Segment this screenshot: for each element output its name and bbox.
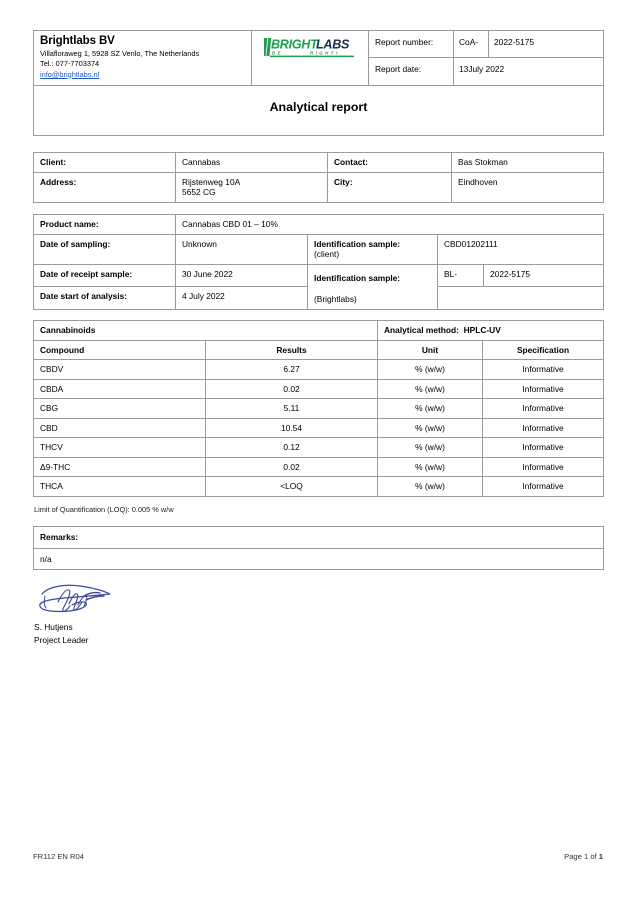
cell-result: <LOQ (206, 477, 378, 497)
cell-unit: % (w/w) (378, 360, 483, 380)
report-date-value: 13July 2022 (454, 58, 604, 85)
column-header-unit: Unit (378, 340, 483, 360)
company-email-link[interactable]: info@brightlabs.nl (40, 69, 100, 79)
page-title: Analytical report (34, 85, 604, 136)
identification-brightlabs-label-cell (308, 264, 438, 309)
cell-unit: % (w/w) (378, 477, 483, 497)
remarks-label-row (34, 527, 604, 549)
date-start-value: 4 July 2022 (176, 287, 308, 310)
table-row (34, 477, 604, 497)
analytical-method-value: HPLC-UV (463, 325, 501, 335)
column-header-compound: Compound (34, 340, 206, 360)
date-sampling-label: Date of sampling: (34, 234, 176, 264)
date-receipt-label: Date of receipt sample: (34, 264, 176, 287)
contact-label: Contact: (328, 153, 452, 173)
cell-result: 6.27 (206, 360, 378, 380)
table-row (34, 379, 604, 399)
column-header-specification: Specification (483, 340, 604, 360)
report-number-prefix: CoA- (454, 31, 489, 58)
client-info-table (33, 152, 604, 203)
header-title-row (34, 85, 604, 136)
cannabinoids-header-row (34, 340, 604, 360)
table-row (34, 418, 604, 438)
signatory-role: Project Leader (34, 635, 89, 646)
cell-specification: Informative (483, 457, 604, 477)
cell-specification: Informative (483, 418, 604, 438)
remarks-value: n/a (34, 548, 604, 570)
company-info-cell (34, 31, 252, 86)
date-sampling-value: Unknown (176, 234, 308, 264)
cell-result: 0.02 (206, 379, 378, 399)
signatory-name: S. Hutjens (34, 622, 73, 632)
analytical-method-label: Analytical method: (384, 325, 459, 335)
date-receipt-row (34, 264, 604, 287)
brightlabs-logo (264, 35, 356, 59)
date-start-label: Date start of analysis: (34, 287, 176, 310)
svg-text:LABS: LABS (316, 37, 350, 52)
brightlabs-logo-cell (252, 31, 369, 86)
address-value (176, 172, 328, 202)
city-value: Eindhoven (452, 172, 604, 202)
address-line-2: 5652 CG (182, 187, 216, 197)
report-header-table (33, 30, 604, 136)
identification-client-sub: (client) (314, 249, 340, 259)
svg-text:BRIGHT: BRIGHT (271, 37, 318, 52)
identification-brightlabs-prefix: BL- (438, 264, 484, 287)
identification-brightlabs-sub: (Brightlabs) (314, 294, 357, 304)
cell-specification: Informative (483, 360, 604, 380)
header-row-1 (34, 31, 604, 58)
company-name: Brightlabs BV (40, 35, 115, 47)
cell-unit: % (w/w) (378, 438, 483, 458)
analytical-method-cell (378, 321, 604, 341)
date-sampling-row (34, 234, 604, 264)
cell-result: 5.11 (206, 399, 378, 419)
cell-specification: Informative (483, 477, 604, 497)
cell-compound: Δ9-THC (34, 457, 206, 477)
identification-client-label: Identification sample: (314, 238, 401, 249)
address-row (34, 172, 604, 202)
signature-block (34, 582, 234, 646)
client-row (34, 153, 604, 173)
cell-specification: Informative (483, 379, 604, 399)
table-row (34, 399, 604, 419)
cannabinoids-section-row (34, 321, 604, 341)
cell-unit: % (w/w) (378, 379, 483, 399)
footer-page-total: 1 (598, 852, 603, 861)
address-line-1: Rijstenweg 10A (182, 176, 241, 187)
table-row (34, 457, 604, 477)
product-name-label: Product name: (34, 215, 176, 235)
product-info-table (33, 214, 604, 310)
signature-image (36, 582, 156, 620)
cell-specification: Informative (483, 438, 604, 458)
product-name-value: Cannabas CBD 01 – 10% (176, 215, 604, 235)
footer-page-indicator (564, 852, 603, 861)
cell-compound: THCV (34, 438, 206, 458)
remarks-table (33, 526, 604, 570)
cell-compound: CBDV (34, 360, 206, 380)
table-row (34, 360, 604, 380)
svg-text:R I G H T !: R I G H T ! (310, 50, 338, 56)
cell-compound: CBDA (34, 379, 206, 399)
cell-result: 10.54 (206, 418, 378, 438)
cell-compound: CBD (34, 418, 206, 438)
identification-client-value: CBD01202111 (438, 234, 604, 264)
address-label: Address: (34, 172, 176, 202)
cell-compound: THCA (34, 477, 206, 497)
client-value: Cannabas (176, 153, 328, 173)
company-phone: Tel.: 077-7703374 (40, 59, 100, 69)
cell-unit: % (w/w) (378, 457, 483, 477)
identification-brightlabs-empty (438, 287, 604, 310)
report-number-value: 2022-5175 (489, 31, 604, 58)
company-address: Villafloraweg 1, 5928 SZ Venlo, The Netherlands (40, 49, 200, 59)
footer-document-code: FR112 EN R04 (33, 852, 84, 861)
cell-result: 0.12 (206, 438, 378, 458)
identification-brightlabs-value: 2022-5175 (484, 264, 604, 287)
contact-value: Bas Stokman (452, 153, 604, 173)
cell-compound: CBG (34, 399, 206, 419)
column-header-results: Results (206, 340, 378, 360)
cell-unit: % (w/w) (378, 418, 483, 438)
report-number-label: Report number: (369, 31, 454, 58)
cannabinoids-results-table (33, 320, 604, 497)
cell-result: 0.02 (206, 457, 378, 477)
svg-text:B E: B E (272, 50, 282, 56)
loq-note: Limit of Quantification (LOQ): 0.005 % w/w (34, 505, 174, 514)
remarks-label: Remarks: (34, 527, 604, 549)
cell-unit: % (w/w) (378, 399, 483, 419)
product-name-row (34, 215, 604, 235)
identification-client-label-cell (308, 234, 438, 264)
report-date-label: Report date: (369, 58, 454, 85)
city-label: City: (328, 172, 452, 202)
identification-brightlabs-label: Identification sample: (314, 272, 401, 283)
footer-page-prefix: Page 1 of (564, 852, 599, 861)
cell-specification: Informative (483, 399, 604, 419)
client-label: Client: (34, 153, 176, 173)
remarks-value-row (34, 548, 604, 570)
cannabinoids-section-title: Cannabinoids (34, 321, 378, 341)
table-row (34, 438, 604, 458)
date-receipt-value: 30 June 2022 (176, 264, 308, 287)
